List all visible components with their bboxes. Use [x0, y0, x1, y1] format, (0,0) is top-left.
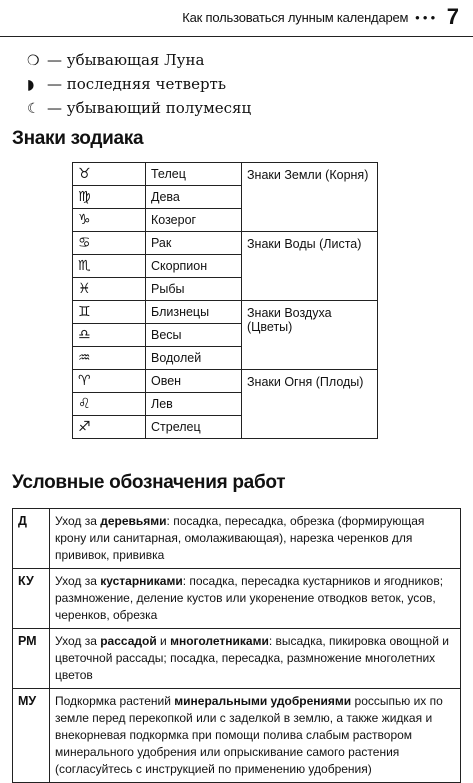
zodiac-sign-icon: ♐ — [73, 416, 146, 439]
page-number: 7 — [446, 4, 459, 29]
zodiac-sign-name: Овен — [146, 370, 242, 393]
work-keyword: минеральными удобрениями — [174, 694, 352, 708]
moon-phase-label: — убывающая Луна — [47, 51, 205, 69]
zodiac-table-body — [73, 163, 378, 439]
zodiac-row — [73, 163, 378, 186]
zodiac-sign-name: Дева — [146, 186, 242, 209]
zodiac-element-group: Знаки Огня (Плоды) — [242, 370, 378, 439]
work-text: россыпью их по земле перед перекопкой или с заделкой в землю, а также жидкая и внекорневая подкормка при помощи полива слабым раствором минерального удобрения или опрыскивание самого растения (согласуйтесь с инструкцией по применению удобрения) — [55, 694, 443, 776]
work-text: Уход за — [55, 634, 101, 648]
work-description — [50, 569, 461, 629]
moon-phase-legend — [27, 48, 251, 120]
zodiac-row — [73, 232, 378, 255]
works-row — [13, 509, 461, 569]
running-head-title: Как пользоваться лунным календарем — [182, 10, 409, 25]
zodiac-element-group: Знаки Земли (Корня) — [242, 163, 378, 232]
running-head-dots: • • • — [415, 10, 435, 25]
work-keyword: рассадой — [100, 634, 157, 648]
zodiac-sign-icon: ♍ — [73, 186, 146, 209]
work-code: РМ — [13, 629, 50, 689]
works-row — [13, 689, 461, 783]
work-text: : посадка, пересадка кустарников и ягодников; размножение, деление кустов или укоренение отводков веток, усов, черенков, обрезка — [55, 574, 444, 622]
works-section-title: Условные обозначения работ — [12, 472, 286, 493]
zodiac-sign-icon: ♏ — [73, 255, 146, 278]
works-row — [13, 569, 461, 629]
zodiac-row — [73, 301, 378, 324]
work-description — [50, 689, 461, 783]
work-description — [50, 629, 461, 689]
work-text: и — [156, 634, 171, 648]
zodiac-element-group: Знаки Воздуха (Цветы) — [242, 301, 378, 370]
zodiac-sign-name: Близнецы — [146, 301, 242, 324]
work-code: КУ — [13, 569, 50, 629]
zodiac-element-group: Знаки Воды (Листа) — [242, 232, 378, 301]
zodiac-sign-icon: ♉ — [73, 163, 146, 186]
work-text: Подкормка растений — [55, 694, 175, 708]
zodiac-sign-icon: ♊ — [73, 301, 146, 324]
moon-phase-row — [27, 48, 251, 72]
zodiac-sign-name: Водолей — [146, 347, 242, 370]
header-rule — [0, 36, 473, 37]
zodiac-sign-name: Весы — [146, 324, 242, 347]
work-keyword: деревьями — [100, 514, 167, 528]
work-description — [50, 509, 461, 569]
zodiac-sign-name: Скорпион — [146, 255, 242, 278]
work-text: : высадка, пикировка овощной и цветочной рассады; посадка, пересадка, размножение многолетних цветов — [55, 634, 449, 682]
waning-crescent-icon: ☾ — [27, 101, 40, 117]
zodiac-section-title: Знаки зодиака — [12, 128, 144, 149]
work-code: Д — [13, 509, 50, 569]
zodiac-sign-name: Рак — [146, 232, 242, 255]
work-keyword: кустарниками — [100, 574, 183, 588]
work-keyword: многолетниками — [170, 634, 269, 648]
moon-phase-label: — последняя четверть — [47, 75, 227, 93]
page-header — [0, 0, 473, 34]
zodiac-sign-name: Стрелец — [146, 416, 242, 439]
work-text: : посадка, пересадка, обрезка (формирующая крону или санитарная, омолаживающая), нарезка черенков для прививок, прививка — [55, 514, 425, 562]
zodiac-sign-icon: ♑ — [73, 209, 146, 232]
zodiac-sign-icon: ♓ — [73, 278, 146, 301]
zodiac-sign-name: Козерог — [146, 209, 242, 232]
moon-phase-row — [27, 96, 251, 120]
moon-phase-label: — убывающий полумесяц — [47, 99, 252, 117]
work-code: МУ — [13, 689, 50, 783]
zodiac-sign-icon: ♒ — [73, 347, 146, 370]
zodiac-sign-icon: ♈ — [73, 370, 146, 393]
zodiac-sign-icon: ♋ — [73, 232, 146, 255]
zodiac-row — [73, 370, 378, 393]
work-text: Уход за — [55, 574, 101, 588]
works-table-body — [13, 509, 461, 783]
last-quarter-icon: ◗ — [27, 77, 35, 93]
zodiac-sign-name: Рыбы — [146, 278, 242, 301]
work-text: Уход за — [55, 514, 101, 528]
zodiac-sign-icon: ♎ — [73, 324, 146, 347]
zodiac-table — [72, 162, 378, 439]
moon-phase-row — [27, 72, 251, 96]
zodiac-sign-name: Лев — [146, 393, 242, 416]
zodiac-sign-name: Телец — [146, 163, 242, 186]
works-row — [13, 629, 461, 689]
works-table — [12, 508, 461, 783]
waning-moon-icon: ❍ — [27, 53, 40, 69]
zodiac-sign-icon: ♌ — [73, 393, 146, 416]
running-head — [182, 10, 435, 25]
